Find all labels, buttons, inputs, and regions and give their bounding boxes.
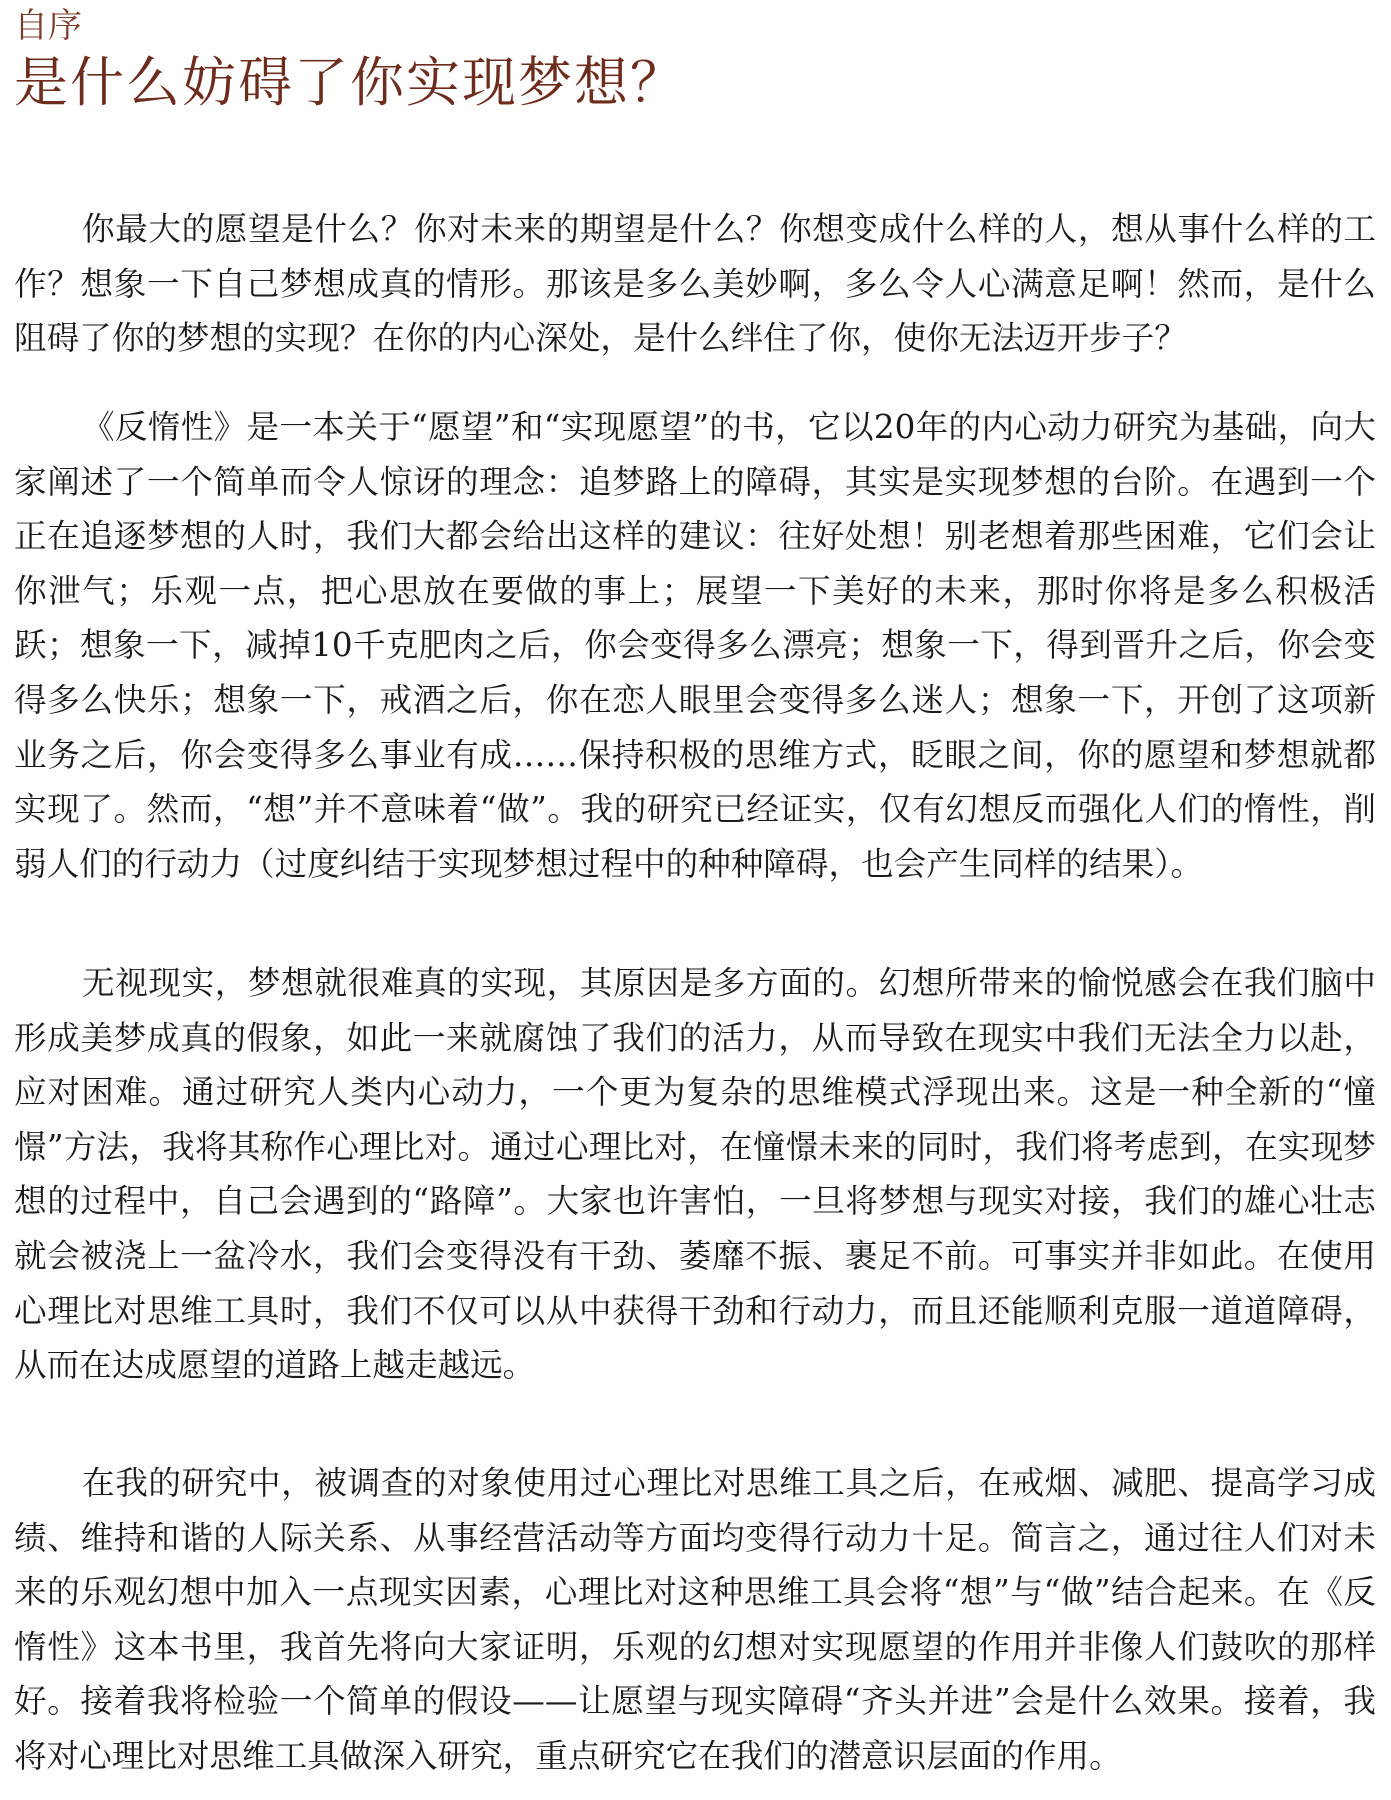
section-label: 自序 xyxy=(14,6,82,46)
body-paragraph-2: 《反惰性》是一本关于“愿望”和“实现愿望”的书，它以20年的内心动力研究为基础，向大家阐述了一个简单而令人惊讶的理念：追梦路上的障碍，其实是实现梦想的台阶。在遇到一个正在追逐梦想的人时，我们大都会给出这样的建议：往好处想！别老想着那些困难，它们会让你泄气；乐观一点，把心思放在要做的事上；展望一下美好的未来，那时你将是多么积极活跃；想象一下，减掉10千克肥肉之后，你会变得多么漂亮；想象一下，得到晋升之后，你会变得多么快乐；想象一下，戒酒之后，你在恋人眼里会变得多么迷人；想象一下，开创了这项新业务之后，你会变得多么事业有成……保持积极的思维方式，眨眼之间，你的愿望和梦想就都实现了。然而，“想”并不意味着“做”。我的研究已经证实，仅有幻想反而强化人们的惰性，削弱人们的行动力（过度纠结于实现梦想过程中的种种障碍，也会产生同样的结果）。 xyxy=(14,408,1376,883)
body-paragraph-3: 无视现实，梦想就很难真的实现，其原因是多方面的。幻想所带来的愉悦感会在我们脑中形成美梦成真的假象，如此一来就腐蚀了我们的活力，从而导致在现实中我们无法全力以赴，应对困难。通过研究人类内心动力，一个更为复杂的思维模式浮现出来。这是一种全新的“憧憬”方法，我将其称作心理比对。通过心理比对，在憧憬未来的同时，我们将考虑到，在实现梦想的过程中，自己会遇到的“路障”。大家也许害怕，一旦将梦想与现实对接，我们的雄心壮志就会被浇上一盆冷水，我们会变得没有干劲、萎靡不振、裹足不前。可事实并非如此。在使用心理比对思维工具时，我们不仅可以从中获得干劲和行动力，而且还能顺利克服一道道障碍，从而在达成愿望的道路上越走越远。 xyxy=(14,964,1376,1385)
chapter-title: 是什么妨碍了你实现梦想？ xyxy=(14,51,686,114)
body-paragraph-1: 你最大的愿望是什么？你对未来的期望是什么？你想变成什么样的人，想从事什么样的工作？想象一下自己梦想成真的情形。那该是多么美妙啊，多么令人心满意足啊！然而，是什么阻碍了你的梦想的实现？在你的内心深处，是什么绊住了你，使你无法迈开步子？ xyxy=(14,210,1376,358)
body-paragraph-4: 在我的研究中，被调查的对象使用过心理比对思维工具之后，在戒烟、减肥、提高学习成绩、维持和谐的人际关系、从事经营活动等方面均变得行动力十足。简言之，通过往人们对未来的乐观幻想中加入一点现实因素，心理比对这种思维工具会将“想”与“做”结合起来。在《反惰性》这本书里，我首先将向大家证明，乐观的幻想对实现愿望的作用并非像人们鼓吹的那样好。接着我将检验一个简单的假设——让愿望与现实障碍“齐头并进”会是什么效果。接着，我将对心理比对思维工具做深入研究，重点研究它在我们的潜意识层面的作用。 xyxy=(14,1464,1376,1775)
